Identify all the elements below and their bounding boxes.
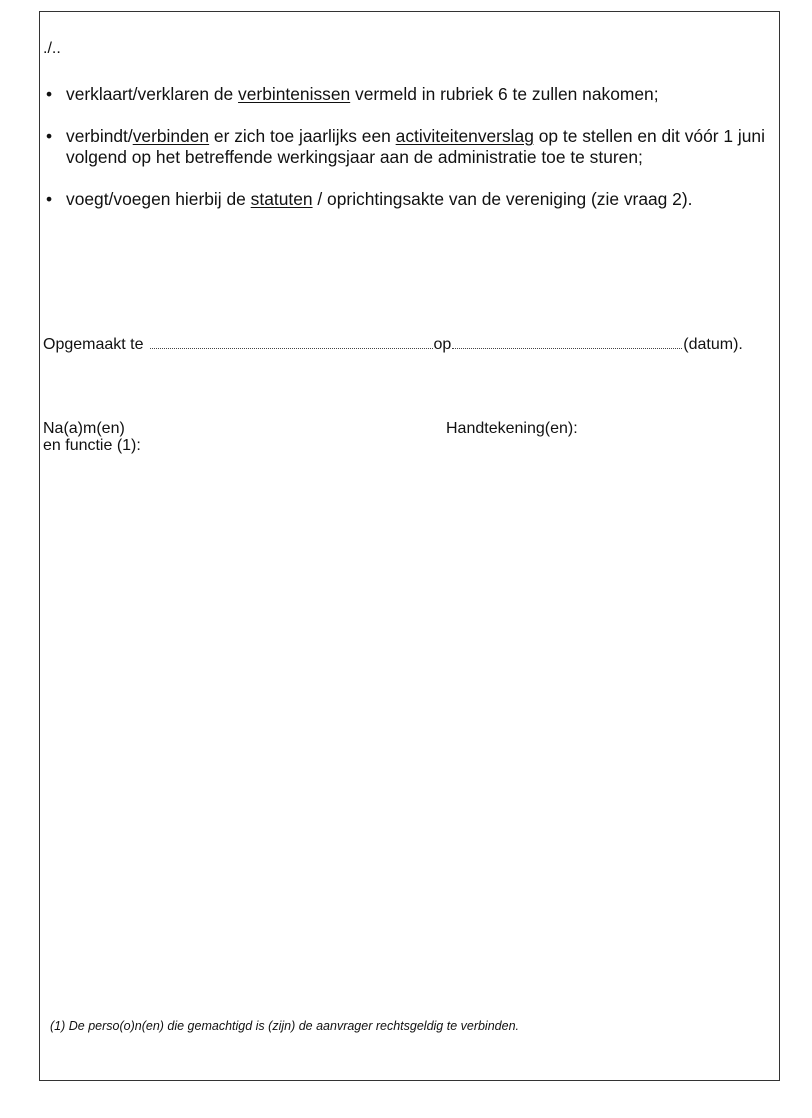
underlined-term: activiteitenverslag xyxy=(395,126,534,146)
bullet-icon: • xyxy=(46,84,53,104)
declaration-text: vermeld in rubriek 6 te zullen nakomen; xyxy=(350,84,659,104)
bullet-icon: • xyxy=(46,189,53,209)
declaration-commitments xyxy=(43,84,773,105)
declaration-text: verklaart/verklaren de xyxy=(66,84,239,104)
names-function-label xyxy=(43,420,141,454)
place-field[interactable] xyxy=(150,336,433,349)
underlined-term: verbinden xyxy=(132,126,210,146)
underlined-term: verbintenissen xyxy=(238,84,351,104)
bullet-icon: • xyxy=(46,126,53,146)
names-label-line2: en functie (1): xyxy=(43,437,141,454)
declaration-text: verbindt/ xyxy=(66,126,133,146)
continuation-mark: ./.. xyxy=(43,40,61,57)
declaration-text: voegt/voegen hierbij de xyxy=(66,189,251,209)
names-label-line1: Na(a)m(en) xyxy=(43,420,125,437)
underlined-term: statuten xyxy=(250,189,313,209)
declaration-activity-report xyxy=(43,126,773,168)
declaration-list xyxy=(43,84,773,210)
date-label: (datum). xyxy=(683,336,743,353)
declaration-statutes xyxy=(43,189,773,210)
place-label: Opgemaakt te xyxy=(43,336,144,353)
declaration-text: op te stellen en dit vóór 1 juni volgend op het betreffende werkingsjaar aan de administratie toe te sturen; xyxy=(66,126,765,167)
signature-label: Handtekening(en): xyxy=(446,420,578,437)
footnote: (1) De perso(o)n(en) die gemachtigd is (zijn) de aanvrager rechtsgeldig te verbinden. xyxy=(50,1019,519,1033)
date-field[interactable] xyxy=(452,336,682,349)
on-label: op xyxy=(433,336,452,353)
declaration-text: / oprichtingsakte van de vereniging (zie vraag 2). xyxy=(312,189,693,209)
place-date-line xyxy=(43,336,773,354)
declaration-text: er zich toe jaarlijks een xyxy=(209,126,396,146)
